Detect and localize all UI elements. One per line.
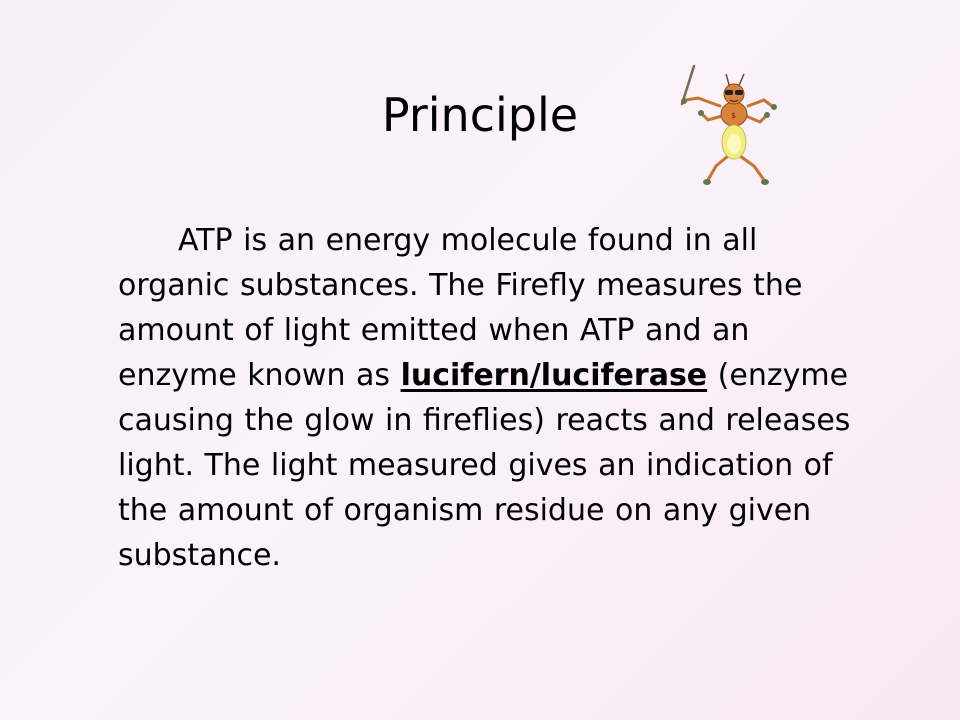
slide-title: Principle (381, 88, 579, 142)
svg-text:$: $ (731, 111, 737, 120)
luciferase-term: lucifern/luciferase (400, 358, 708, 393)
principle-paragraph (118, 218, 858, 578)
paragraph-text-end: (enzyme causing the glow in fireflies) reacts and releases light. The light measured gives an indication of the amount of organism residue on any given substance. (118, 358, 851, 573)
firefly-icon (668, 60, 780, 190)
paragraph-text-start: ATP is an energy molecule found in all organic substances. The Firefly measures the amount of light emitted when ATP and an enzyme known as (118, 223, 803, 393)
